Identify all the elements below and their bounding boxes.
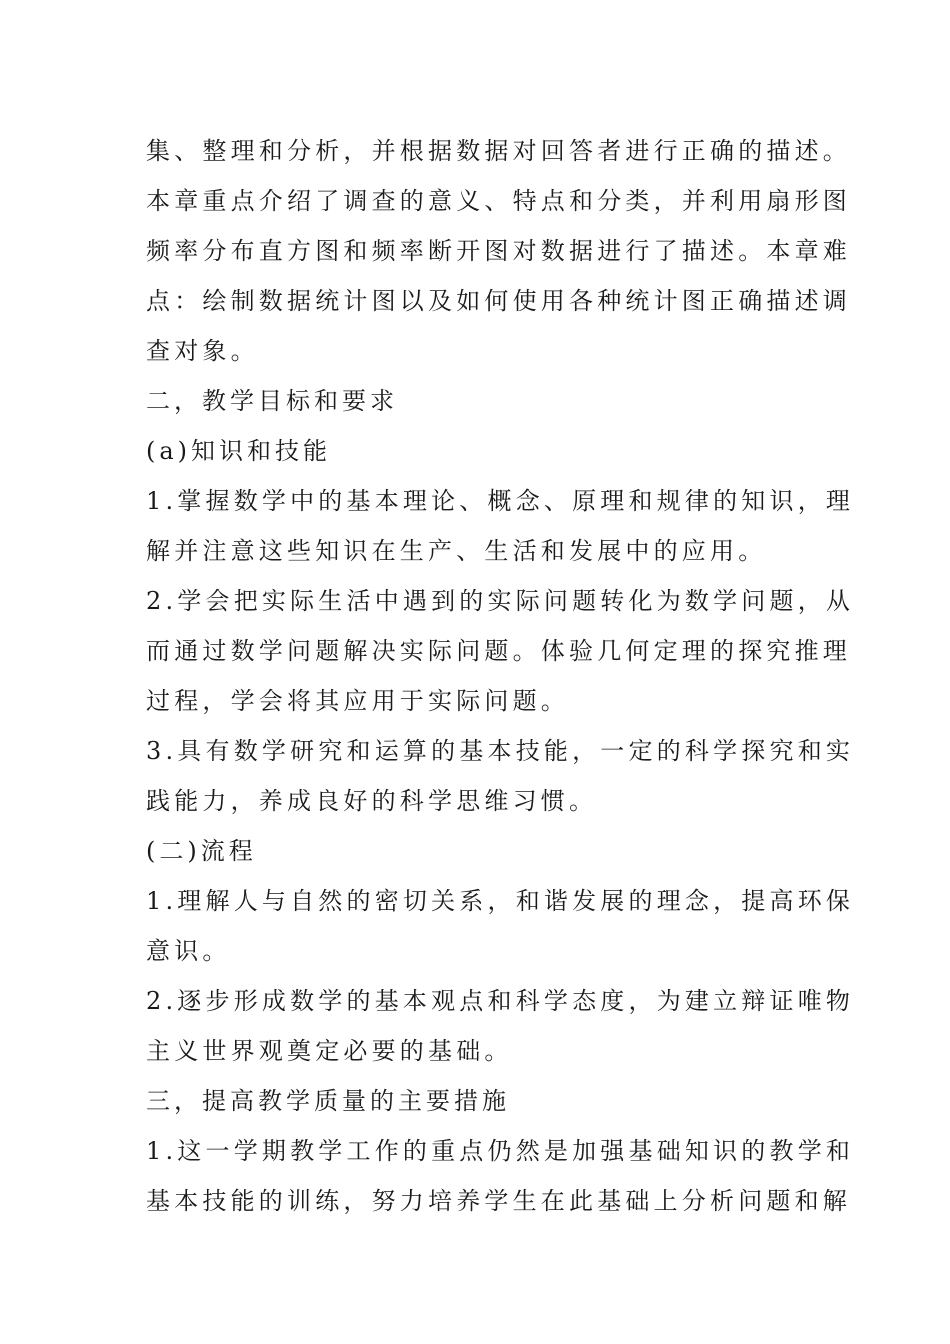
list-item-line: 1.掌握数学中的基本理论、概念、原理和规律的知识，理 xyxy=(146,487,855,515)
paragraph-line: 集、整理和分析，并根据数据对回答者进行正确的描述。 xyxy=(146,137,851,165)
list-item-line: 主义世界观奠定必要的基础。 xyxy=(146,1037,513,1065)
list-item-line: 3.具有数学研究和运算的基本技能，一定的科学探究和实 xyxy=(146,737,855,765)
paragraph-line: 查对象。 xyxy=(146,337,259,365)
document-body xyxy=(146,126,855,1226)
list-item-line: 基本技能的训练，努力培养学生在此基础上分析问题和解 xyxy=(146,1187,851,1215)
list-item-line: 1.理解人与自然的密切关系，和谐发展的理念，提高环保 xyxy=(146,887,855,915)
paragraph-line: 本章重点介绍了调查的意义、特点和分类，并利用扇形图 xyxy=(146,187,851,215)
paragraph-line: 频率分布直方图和频率断开图对数据进行了描述。本章难 xyxy=(146,237,851,265)
list-item-line: 2.学会把实际生活中遇到的实际问题转化为数学问题，从 xyxy=(146,587,855,615)
section-heading: 三，提高教学质量的主要措施 xyxy=(146,1087,510,1115)
list-item-line: 践能力，养成良好的科学思维习惯。 xyxy=(146,787,598,815)
list-item-line: 2.逐步形成数学的基本观点和科学态度，为建立辩证唯物 xyxy=(146,987,855,1015)
subsection-heading: (a)知识和技能 xyxy=(146,437,332,465)
list-item-line: 1.这一学期教学工作的重点仍然是加强基础知识的教学和 xyxy=(146,1137,855,1165)
list-item-line: 意识。 xyxy=(146,937,231,965)
paragraph-line: 点：绘制数据统计图以及如何使用各种统计图正确描述调 xyxy=(146,287,851,315)
list-item-line: 过程，学会将其应用于实际问题。 xyxy=(146,687,569,715)
section-heading: 二，教学目标和要求 xyxy=(146,387,398,415)
list-item-line: 解并注意这些知识在生产、生活和发展中的应用。 xyxy=(146,537,767,565)
list-item-line: 而通过数学问题解决实际问题。体验几何定理的探究推理 xyxy=(146,637,851,665)
subsection-heading: (二)流程 xyxy=(146,837,257,865)
